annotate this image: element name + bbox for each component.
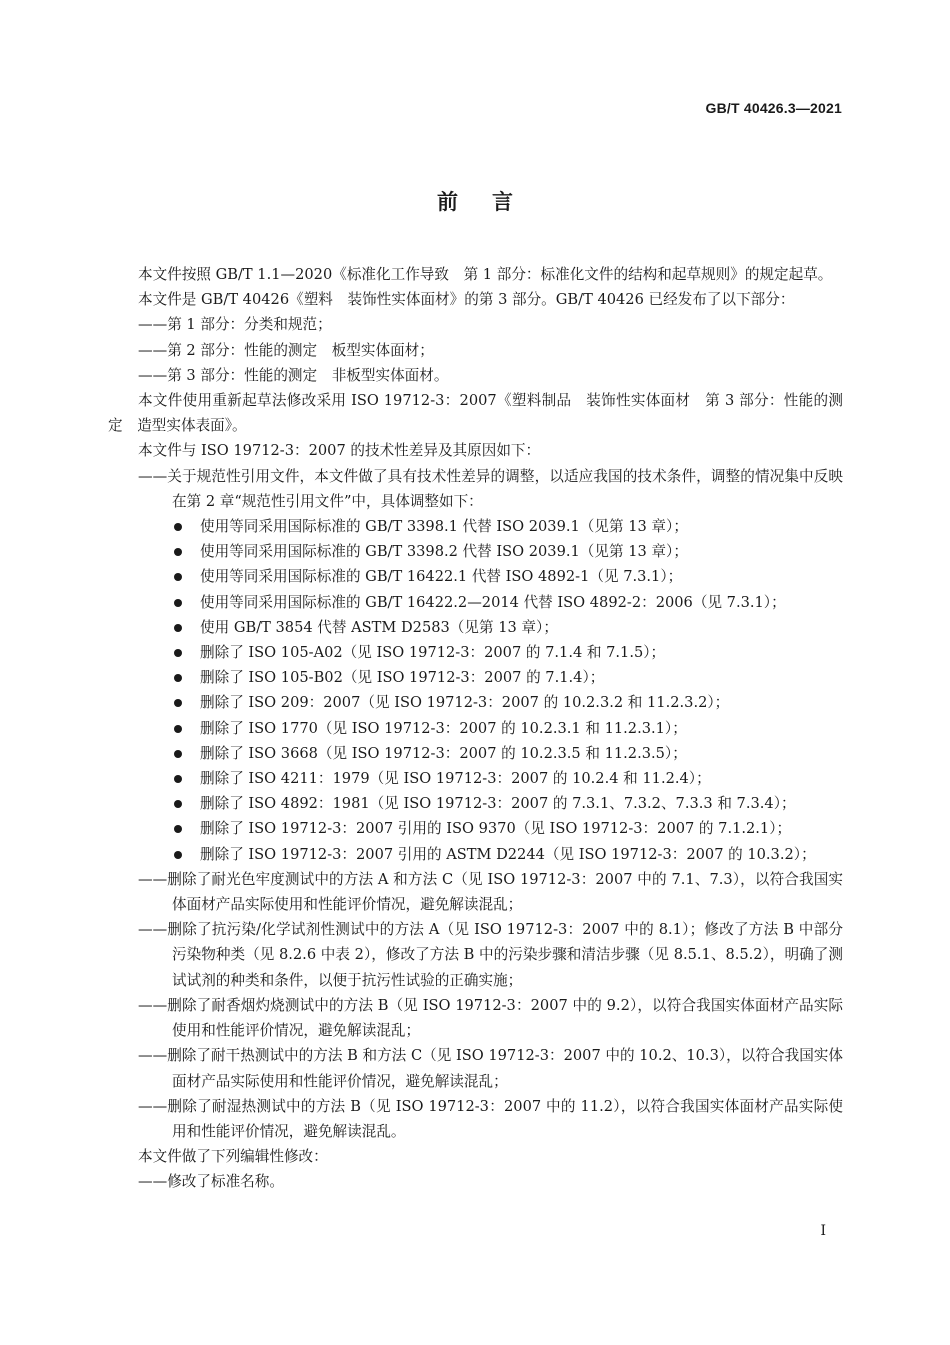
dash-list-item: ——删除了耐湿热测试中的方法 B（见 ISO 19712-3：2007 中的 11.2），以符合我国实体面材产品实际使用和性能评价情况，避免解读混乱。 xyxy=(138,1097,843,1140)
bullet-dot-icon xyxy=(174,573,182,581)
bullet-text: 删除了 ISO 1770（见 ISO 19712-3：2007 的 10.2.3.1 和 11.2.3.1）； xyxy=(200,719,687,737)
standard-number: GB/T 40426.3—2021 xyxy=(705,100,842,116)
dash-list-item: ——删除了耐干热测试中的方法 B 和方法 C（见 ISO 19712-3：2007 中的 10.2、10.3），以符合我国实体面材产品实际使用和性能评价情况，避免解读混乱； xyxy=(138,1047,843,1090)
paragraph: 本文件做了下列编辑性修改： xyxy=(138,1148,328,1166)
page-number: I xyxy=(820,1223,826,1239)
bullet-item xyxy=(108,690,843,715)
dash-list-item: ——关于规范性引用文件，本文件做了具有技术性差异的调整，以适应我国的技术条件，调整的情况集中反映在第 2 章“规范性引用文件”中，具体调整如下： xyxy=(138,467,843,510)
bullet-text: 删除了 ISO 19712-3：2007 引用的 ISO 9370（见 ISO 19712-3：2007 的 7.1.2.1）； xyxy=(200,820,792,838)
dash-list-item: ——修改了标准名称。 xyxy=(138,1173,284,1191)
paragraph: 本文件按照 GB/T 1.1—2020《标准化工作导致 第 1 部分：标准化文件的结构和起草规则》的规定起草。 xyxy=(138,266,833,283)
bullet-dot-icon xyxy=(174,800,182,808)
page-title: 前言 xyxy=(437,190,547,214)
bullet-dot-icon xyxy=(174,523,182,531)
paragraph: 本文件使用重新起草法修改采用 ISO 19712-3：2007《塑料制品 装饰性实体面材 第 3 部分：性能的测定 造型实体表面》。 xyxy=(108,392,843,435)
bullet-dot-icon xyxy=(174,825,182,833)
bullet-text: 使用等同采用国际标准的 GB/T 3398.2 代替 ISO 2039.1（见第 13 章）； xyxy=(200,543,688,561)
dash-list-item: ——删除了抗污染/化学试剂性测试中的方法 A（见 ISO 19712-3：2007 中的 8.1）；修改了方法 B 中部分污染物种类（见 8.2.6 中表 2），修改了方法 B 中的污染步骤和清洁步骤（见 8.5.1、8.5.2），明确了测试试剂的种类和条件，以便于抗污性试验的正确实施； xyxy=(138,921,843,989)
bullet-item xyxy=(108,766,843,791)
bullet-text: 使用等同采用国际标准的 GB/T 16422.2—2014 代替 ISO 4892-2：2006（见 7.3.1）； xyxy=(200,593,786,611)
bullet-text: 使用等同采用国际标准的 GB/T 3398.1 代替 ISO 2039.1（见第 13 章）； xyxy=(200,518,688,536)
dash-list-item: ——删除了耐香烟灼烧测试中的方法 B（见 ISO 19712-3：2007 中的 9.2），以符合我国实体面材产品实际使用和性能评价情况，避免解读混乱； xyxy=(138,996,843,1040)
bullet-dot-icon xyxy=(174,725,182,733)
bullet-dot-icon xyxy=(174,624,182,632)
dash-list-item: ——第 2 部分：性能的测定 板型实体面材； xyxy=(138,341,434,359)
dash-list-item: ——删除了耐光色牢度测试中的方法 A 和方法 C（见 ISO 19712-3：2007 中的 7.1、7.3），以符合我国实体面材产品实际使用和性能评价情况，避免解读混乱； xyxy=(138,870,843,914)
bullet-text: 删除了 ISO 4892：1981（见 ISO 19712-3：2007 的 7.3.1、7.3.2、7.3.3 和 7.3.4）； xyxy=(200,795,796,813)
bullet-text: 删除了 ISO 209：2007（见 ISO 19712-3：2007 的 10.2.3.2 和 11.2.3.2）； xyxy=(200,694,730,712)
bullet-dot-icon xyxy=(174,851,182,859)
bullet-dot-icon xyxy=(174,649,182,657)
bullet-item xyxy=(108,842,843,867)
bullet-text: 使用等同采用国际标准的 GB/T 16422.1 代替 ISO 4892-1（见 7.3.1）； xyxy=(200,568,683,586)
bullet-text: 删除了 ISO 3668（见 ISO 19712-3：2007 的 10.2.3.5 和 11.2.3.5）； xyxy=(200,744,687,762)
paragraph: 本文件是 GB/T 40426《塑料 装饰性实体面材》的第 3 部分。GB/T 40426 已经发布了以下部分： xyxy=(138,291,795,309)
bullet-item xyxy=(108,514,843,539)
paragraph: 本文件与 ISO 19712-3：2007 的技术性差异及其原因如下： xyxy=(138,442,541,460)
bullet-item xyxy=(108,741,843,766)
bullet-text: 使用 GB/T 3854 代替 ASTM D2583（见第 13 章）； xyxy=(200,618,558,636)
bullet-item xyxy=(108,640,843,665)
bullet-dot-icon xyxy=(174,699,182,707)
bullet-dot-icon xyxy=(174,750,182,758)
bullet-item xyxy=(108,716,843,741)
bullet-text: 删除了 ISO 19712-3：2007 引用的 ASTM D2244（见 ISO 19712-3：2007 的 10.3.2）； xyxy=(200,845,816,863)
bullet-dot-icon xyxy=(174,599,182,607)
document-body xyxy=(108,262,843,1195)
bullet-dot-icon xyxy=(174,548,182,556)
bullet-text: 删除了 ISO 4211：1979（见 ISO 19712-3：2007 的 10.2.4 和 11.2.4）； xyxy=(200,770,711,788)
bullet-item xyxy=(108,665,843,690)
bullet-item xyxy=(108,590,843,615)
dash-list-item: ——第 3 部分：性能的测定 非板型实体面材。 xyxy=(138,366,449,384)
dash-list-item: ——第 1 部分：分类和规范； xyxy=(138,316,332,334)
bullet-text: 删除了 ISO 105-A02（见 ISO 19712-3：2007 的 7.1.4 和 7.1.5）； xyxy=(200,644,666,662)
bullet-item xyxy=(108,615,843,640)
bullet-dot-icon xyxy=(174,674,182,682)
bullet-text: 删除了 ISO 105-B02（见 ISO 19712-3：2007 的 7.1.4）； xyxy=(200,669,605,687)
bullet-dot-icon xyxy=(174,775,182,783)
bullet-list xyxy=(108,514,843,867)
bullet-item xyxy=(108,539,843,564)
bullet-item xyxy=(108,816,843,841)
bullet-item xyxy=(108,791,843,816)
bullet-item xyxy=(108,564,843,589)
